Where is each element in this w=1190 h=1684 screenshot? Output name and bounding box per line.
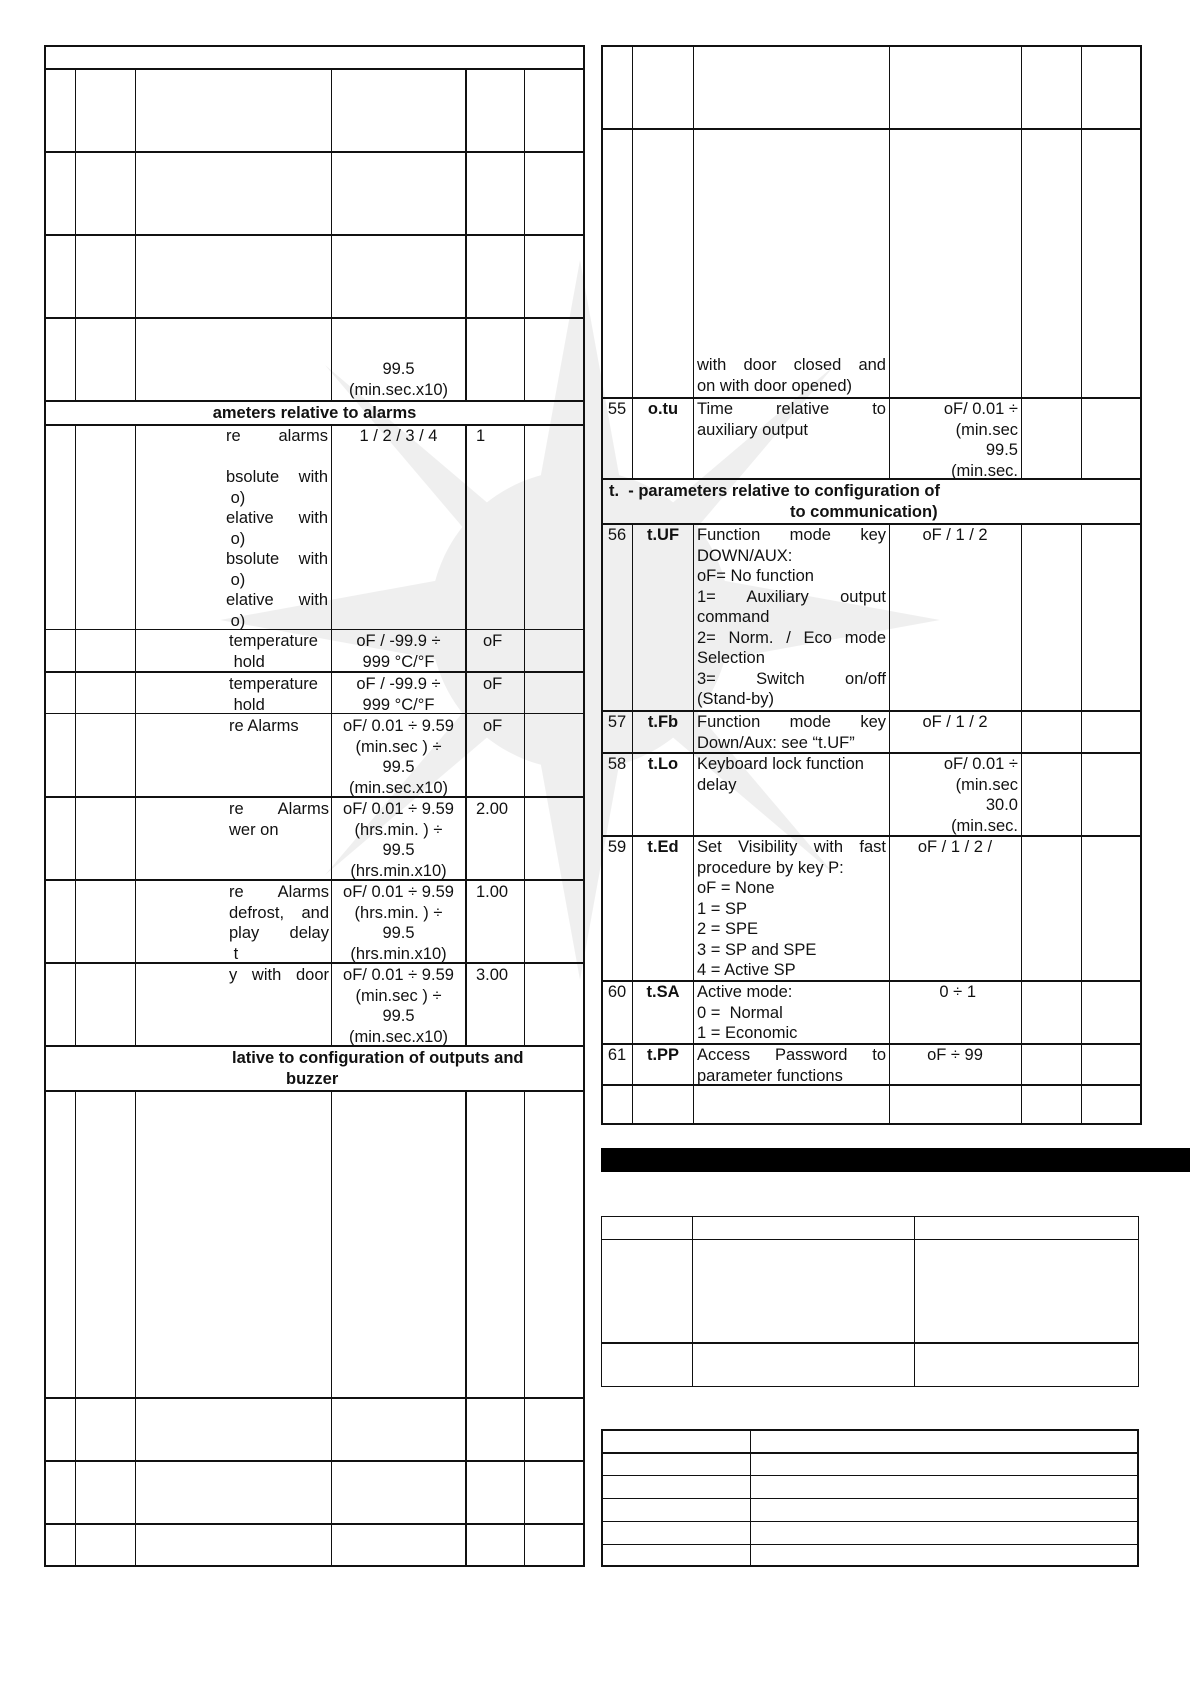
param-number: 55 bbox=[607, 400, 627, 418]
col-line bbox=[75, 424, 76, 1046]
param-number: 61 bbox=[607, 1046, 627, 1064]
low-alarm-range: oF / -99.9 ÷ 999 °C/°F bbox=[356, 675, 441, 714]
continuation-description: with door closed and on with door opened) bbox=[697, 356, 886, 395]
section-title-outputs-2: buzzer bbox=[286, 1070, 339, 1088]
col-line bbox=[135, 1090, 136, 1567]
col-line bbox=[632, 523, 633, 1125]
row-line bbox=[601, 1498, 1139, 1499]
param-range: oF/ 0.01 ÷ (min.sec 99.5 (min.sec. bbox=[943, 400, 1018, 480]
col-line bbox=[331, 1090, 332, 1567]
row-line bbox=[44, 234, 585, 236]
param-description: Function mode key DOWN/AUX: oF= No function 1= Auxiliary output command 2= Norm. / Eco mode Selection 3= Switch on/off (Stand-by) bbox=[697, 526, 886, 708]
param-description: Set Visibility with fast procedure by key P: oF = None 1 = SP 2 = SPE 3 = SP and SPE 4 = Active SP bbox=[697, 838, 886, 979]
alarm-defrost-default: 1.00 bbox=[476, 883, 509, 901]
row-line bbox=[601, 1544, 1139, 1545]
param-code: t.SA bbox=[646, 983, 680, 1001]
small-table-1-border bbox=[601, 1216, 1139, 1387]
section-header-bar bbox=[601, 1148, 1190, 1172]
col-line bbox=[1081, 45, 1082, 478]
param-number: 58 bbox=[607, 755, 627, 773]
param-code: t.UF bbox=[646, 526, 680, 544]
row-line bbox=[44, 1090, 585, 1092]
col-line bbox=[135, 424, 136, 1046]
param-range: 0 ÷ 1 bbox=[939, 983, 976, 1001]
col-line bbox=[693, 523, 694, 1125]
alarm-defrost-description: re Alarms defrost, and play delay t bbox=[229, 883, 329, 963]
alarm-type-default: 1 bbox=[476, 427, 486, 445]
high-alarm-default: oF bbox=[483, 632, 503, 650]
param-number: 60 bbox=[607, 983, 627, 1001]
param-description: Time relative to auxiliary output bbox=[697, 400, 886, 439]
row-line bbox=[44, 68, 585, 70]
param-description: Access Password to parameter functions bbox=[697, 1046, 886, 1085]
col-line bbox=[524, 1090, 525, 1567]
param-description: Function mode key Down/Aux: see “t.UF” bbox=[697, 713, 886, 752]
row-line bbox=[44, 1045, 585, 1047]
row-line bbox=[601, 128, 1142, 130]
param-code: t.Ed bbox=[647, 838, 679, 856]
alarm-delay-default: oF bbox=[483, 717, 503, 735]
alarm-door-description: y with door bbox=[229, 966, 329, 984]
param-range: oF / 1 / 2 bbox=[922, 526, 988, 544]
param-code: t.Fb bbox=[647, 713, 679, 731]
param-code: t.PP bbox=[646, 1046, 680, 1064]
high-alarm-range: oF / -99.9 ÷ 999 °C/°F bbox=[356, 632, 441, 671]
col-line bbox=[692, 1216, 693, 1387]
col-line bbox=[1021, 523, 1022, 1125]
param-range: oF / 1 / 2 bbox=[922, 713, 988, 731]
param-code: o.tu bbox=[647, 400, 679, 418]
param-number: 57 bbox=[607, 713, 627, 731]
col-line bbox=[914, 1216, 915, 1387]
col-line bbox=[465, 424, 467, 1046]
section-title-communication-2: to communication) bbox=[790, 503, 938, 521]
alarm-door-default: 3.00 bbox=[476, 966, 509, 984]
col-line bbox=[75, 1090, 76, 1567]
alarm-delay-range: oF/ 0.01 ÷ 9.59 (min.sec ) ÷ 99.5 (min.sec.x10) bbox=[343, 717, 454, 797]
row-line bbox=[601, 1452, 1139, 1454]
low-alarm-default: oF bbox=[483, 675, 503, 693]
param-range: oF/ 0.01 ÷ (min.sec 30.0 (min.sec. bbox=[943, 755, 1018, 835]
row-line bbox=[601, 1239, 1139, 1240]
row-line bbox=[44, 1460, 585, 1462]
row-line bbox=[601, 478, 1142, 480]
alarm-power-on-description: re Alarms wer on bbox=[229, 800, 329, 839]
alarm-type-description: re alarms bsolute with o) elative with o) bsolute with o) elative with o) bbox=[226, 427, 328, 630]
col-line bbox=[750, 1429, 751, 1567]
row-line bbox=[601, 1084, 1142, 1086]
section-title-outputs: lative to configuration of outputs and bbox=[232, 1049, 524, 1067]
high-alarm-description: temperature hold bbox=[229, 632, 318, 671]
row-line bbox=[601, 1342, 1139, 1344]
alarm-type-range: 1 / 2 / 3 / 4 bbox=[359, 427, 438, 445]
row-line bbox=[44, 796, 585, 798]
row-line bbox=[44, 1523, 585, 1525]
range-cell: 99.5 (min.sec.x10) bbox=[348, 360, 449, 399]
param-number: 59 bbox=[607, 838, 627, 856]
section-title-alarms: ameters relative to alarms bbox=[212, 404, 417, 422]
col-line bbox=[465, 1090, 467, 1567]
alarm-defrost-range: oF/ 0.01 ÷ 9.59 (hrs.min. ) ÷ 99.5 (hrs.min.x10) bbox=[343, 883, 454, 963]
param-code: t.Lo bbox=[647, 755, 679, 773]
param-number: 56 bbox=[607, 526, 627, 544]
param-description: Keyboard lock function delay bbox=[697, 755, 864, 794]
col-line bbox=[693, 45, 694, 478]
row-line bbox=[44, 1397, 585, 1399]
alarm-door-range: oF/ 0.01 ÷ 9.59 (min.sec ) ÷ 99.5 (min.sec.x10) bbox=[343, 966, 454, 1046]
col-line bbox=[1081, 523, 1082, 1125]
low-alarm-description: temperature hold bbox=[229, 675, 318, 714]
alarm-delay-description: re Alarms bbox=[229, 717, 299, 735]
alarm-power-on-default: 2.00 bbox=[476, 800, 509, 818]
row-line bbox=[44, 879, 585, 881]
alarm-power-on-range: oF/ 0.01 ÷ 9.59 (hrs.min. ) ÷ 99.5 (hrs.min.x10) bbox=[343, 800, 454, 880]
param-description: Active mode: 0 = Normal 1 = Economic bbox=[697, 983, 798, 1042]
row-line bbox=[601, 1521, 1139, 1522]
row-line bbox=[44, 400, 585, 402]
row-line bbox=[44, 151, 585, 153]
section-title-communication: t. - parameters relative to configuration of bbox=[609, 482, 940, 500]
col-line bbox=[1021, 45, 1022, 478]
param-range: oF ÷ 99 bbox=[927, 1046, 983, 1064]
param-range: oF / 1 / 2 / bbox=[917, 838, 993, 856]
row-line bbox=[44, 317, 585, 319]
row-line bbox=[601, 1475, 1139, 1476]
col-line bbox=[524, 424, 525, 1046]
